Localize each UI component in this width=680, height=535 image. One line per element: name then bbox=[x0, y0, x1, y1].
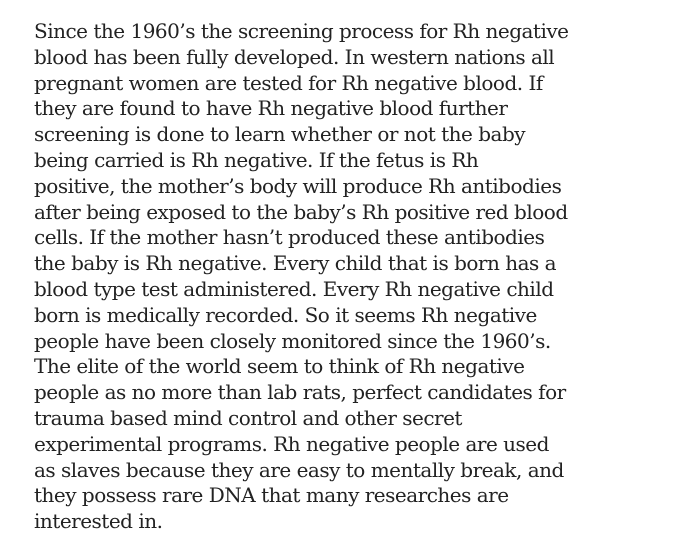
text-line: the baby is Rh negative. Every child that is born has a bbox=[34, 251, 557, 276]
text-line: cells. If the mother hasn’t produced these antibodies bbox=[34, 225, 545, 250]
text-line: after being exposed to the baby’s Rh positive red blood bbox=[34, 199, 568, 224]
text-line: born is medically recorded. So it seems Rh negative bbox=[34, 302, 537, 327]
text-line: they are found to have Rh negative blood further bbox=[34, 96, 508, 121]
text-line: pregnant women are tested for Rh negative blood. If bbox=[34, 70, 543, 95]
text-line: interested in. bbox=[34, 509, 163, 534]
document-body bbox=[34, 19, 674, 535]
text-line: The elite of the world seem to think of Rh negative bbox=[34, 354, 525, 379]
text-line: trauma based mind control and other secret bbox=[34, 405, 462, 430]
text-line: they possess rare DNA that many researches are bbox=[34, 483, 509, 508]
text-line: blood has been fully developed. In western nations all bbox=[34, 44, 555, 69]
text-line: being carried is Rh negative. If the fetus is Rh bbox=[34, 147, 479, 172]
text-line: experimental programs. Rh negative people are used bbox=[34, 431, 549, 456]
text-line: blood type test administered. Every Rh negative child bbox=[34, 276, 554, 301]
text-line: screening is done to learn whether or not the baby bbox=[34, 122, 526, 147]
text-line: positive, the mother’s body will produce Rh antibodies bbox=[34, 173, 562, 198]
text-line: as slaves because they are easy to mentally break, and bbox=[34, 457, 564, 482]
text-line: people have been closely monitored since the 1960’s. bbox=[34, 328, 551, 353]
text-line: Since the 1960’s the screening process for Rh negative bbox=[34, 19, 569, 43]
text-line: people as no more than lab rats, perfect candidates for bbox=[34, 380, 566, 405]
